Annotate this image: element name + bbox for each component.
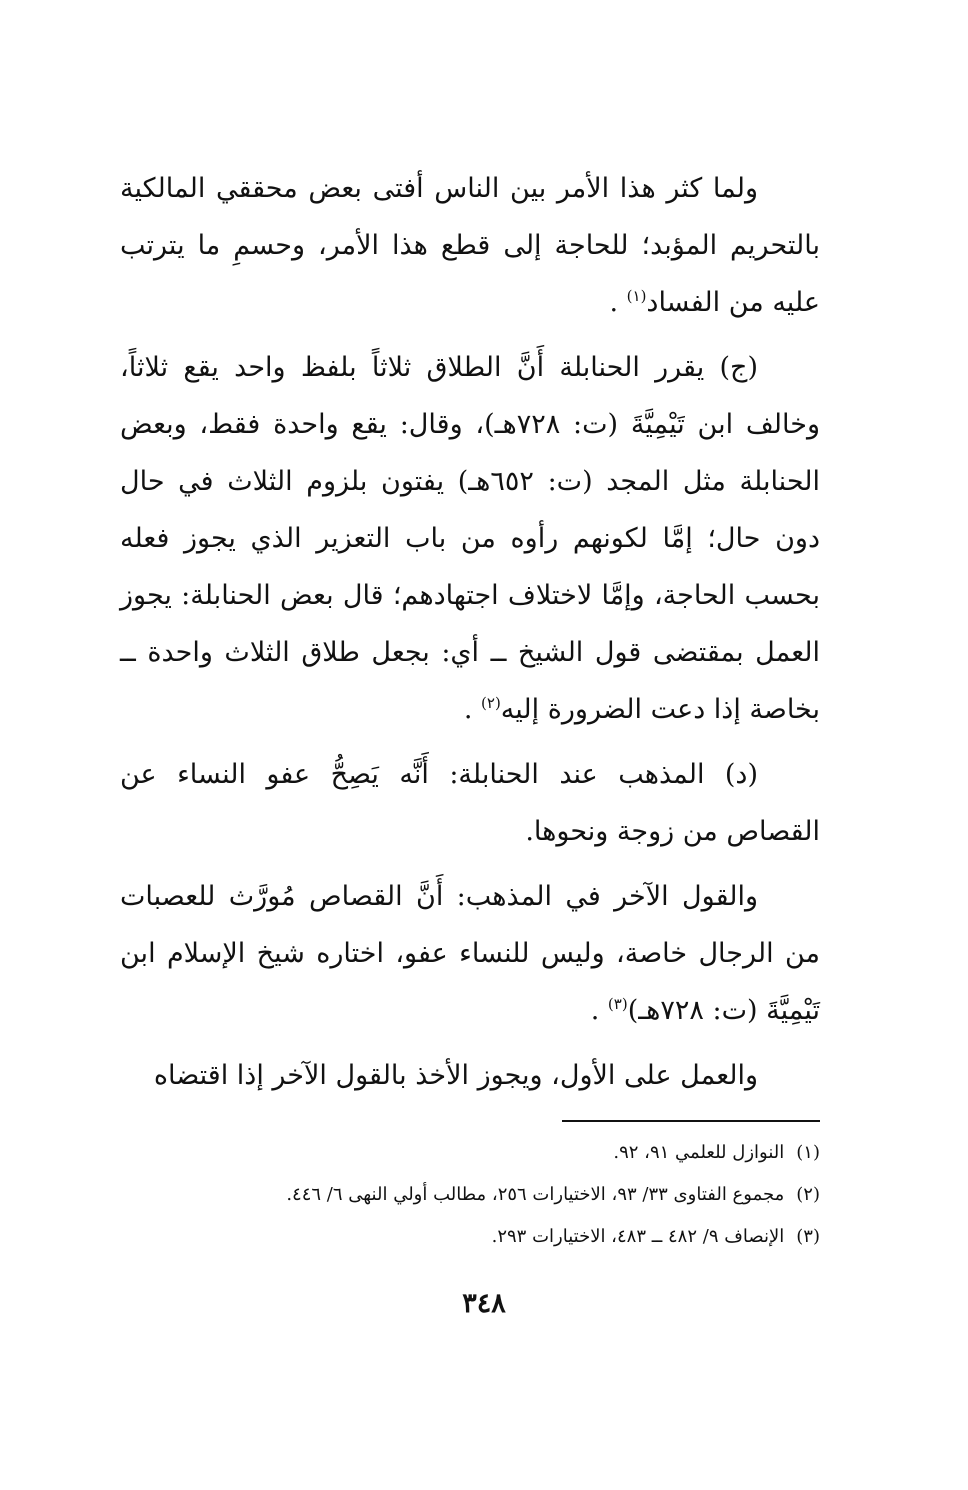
- footnote-marker: (١): [626, 287, 647, 305]
- footnote-number: (١): [796, 1142, 820, 1163]
- footnote-text: مجموع الفتاوى ٣٣/ ٩٣، الاختيارات ٢٥٦، مطالب أولي النهى ٦/ ٤٤٦.: [286, 1184, 785, 1205]
- main-text: [120, 160, 820, 1112]
- paragraph-period: .: [590, 995, 608, 1026]
- paragraph-text: ولما كثر هذا الأمر بين الناس أفتى بعض محققي المالكية بالتحريم المؤبد؛ للحاجة إلى قطع هذا الأمر، وحسمِ ما يترتب عليه من الفساد: [120, 173, 820, 318]
- paragraph-practice: [120, 1047, 820, 1104]
- paragraph-hanbali-talaq: [120, 339, 820, 738]
- footnote-separator: [562, 1120, 820, 1122]
- paragraph-text: والعمل على الأول، ويجوز الأخذ بالقول الآخر إذا اقتضاه: [153, 1060, 758, 1091]
- footnote-marker: (٢): [481, 694, 501, 712]
- footnotes: [120, 1132, 820, 1258]
- paragraph-maliki-ruling: [120, 160, 820, 331]
- footnote-1: [120, 1132, 820, 1174]
- paragraph-period: .: [609, 287, 627, 318]
- paragraph-other-opinion: [120, 868, 820, 1039]
- paragraph-period: .: [463, 694, 482, 725]
- footnote-number: (٣): [796, 1226, 820, 1247]
- footnote-number: (٢): [796, 1184, 820, 1205]
- footnote-3: [120, 1216, 820, 1258]
- footnote-marker: (٣): [607, 995, 628, 1013]
- paragraph-text: والقول الآخر في المذهب: أَنَّ القصاص مُورَّث للعصبات من الرجال خاصة، وليس للنساء عفو، اختاره شيخ الإسلام ابن تَيْمِيَّةَ (ت: ٧٢٨هـ): [120, 881, 820, 1026]
- page-number: ٣٤٨: [462, 1288, 506, 1319]
- paragraph-text: (د) المذهب عند الحنابلة: أَنَّه يَصِحُّ عفو النساء عن القصاص من زوجة ونحوها.: [120, 759, 820, 847]
- paragraph-text: (ج) يقرر الحنابلة أَنَّ الطلاق ثلاثاً بلفظ واحد يقع ثلاثاً، وخالف ابن تَيْمِيَّةَ (ت: ٧٢٨هـ)، وقال: يقع واحدة فقط، وبعض الحنابلة مثل المجد (ت: ٦٥٢هـ) يفتون بلزوم الثلاث في حال دون حال؛ إمَّا لكونهم رأوه من باب التعزير الذي يجوز فعله بحسب الحاجة، وإمَّا لاختلاف اجتهادهم؛ قال بعض الحنابلة: يجوز العمل بمقتضى قول الشيخ ــ أي: بجعل طلاق الثلاث واحدة ــ بخاصة إذا دعت الضرورة إليه: [120, 352, 820, 725]
- footnote-text: النوازل للعلمي ٩١، ٩٢.: [613, 1142, 785, 1163]
- paragraph-hanbali-qisas: [120, 746, 820, 860]
- footnote-text: الإنصاف ٩/ ٤٨٢ ــ ٤٨٣، الاختيارات ٢٩٣.: [491, 1226, 785, 1247]
- footnote-2: [120, 1174, 820, 1216]
